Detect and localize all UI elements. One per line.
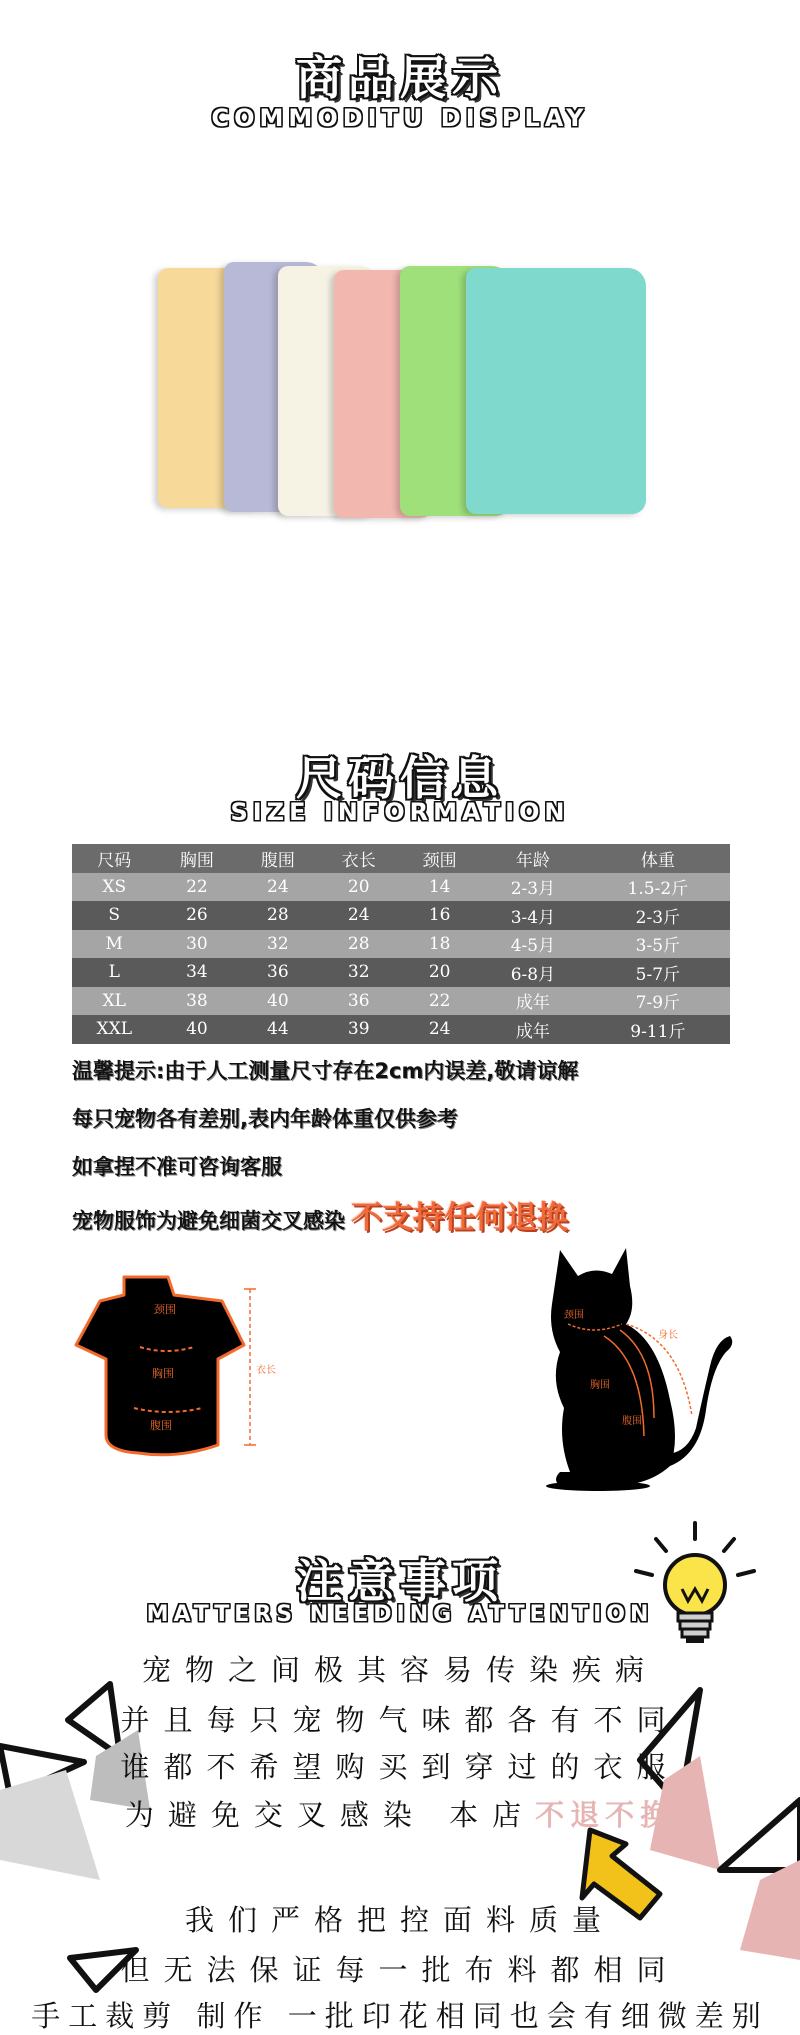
col-header: 衣长: [341, 850, 376, 871]
attention-line-6: 但无法保证每一批布料都相同: [120, 1953, 680, 1987]
table-cell: 14: [428, 876, 451, 897]
table-cell: 36: [347, 990, 370, 1011]
table-cell: 5-7斤: [635, 964, 681, 985]
table-row: [72, 987, 730, 1016]
table-cell: 40: [267, 990, 289, 1011]
table-cell: XXL: [96, 1019, 132, 1040]
table-cell: 7-9斤: [635, 993, 681, 1014]
attention-line-4-text: 为避免交叉感染 本店: [124, 1798, 536, 1832]
attention-line-5: 我们严格把控面料质量: [184, 1903, 615, 1937]
table-cell: 9-11斤: [630, 1021, 686, 1042]
attention-line-7: 手工裁剪 制作 一批印花相同也会有细微差别: [31, 1999, 769, 2033]
table-cell: 22: [186, 876, 208, 897]
shirt-neck-label: 颈围: [154, 1303, 176, 1316]
no-return-highlight: 不支持任何退换: [351, 1200, 568, 1236]
attention-title-cn: 注意事项: [296, 1554, 504, 1608]
table-cell: 3-5斤: [635, 936, 681, 957]
note-line-2: 每只宠物各有差别,表内年龄体重仅供参考: [72, 1107, 458, 1131]
size-table: [72, 844, 730, 1044]
display-title-cn: 商品展示: [296, 51, 504, 105]
shirt-belly-label: 腹围: [150, 1419, 172, 1432]
shirt-diagram: [60, 1265, 300, 1465]
table-cell: 4-5月: [510, 936, 556, 957]
table-cell: 30: [186, 933, 208, 954]
table-cell: 6-8月: [510, 964, 556, 985]
table-cell: 3-4月: [510, 907, 556, 928]
table-row: [72, 930, 730, 959]
cat-length-label: 身长: [658, 1330, 678, 1341]
size-title-cn: 尺码信息: [296, 751, 504, 805]
table-row: [72, 901, 730, 930]
lightbulb-icon: [620, 1515, 770, 1665]
table-cell: 24: [347, 905, 370, 926]
table-cell: 16: [428, 905, 451, 926]
table-cell: XL: [102, 990, 126, 1011]
col-header: 胸围: [179, 850, 214, 871]
attention-title-en: MATTERS NEEDING ATTENTION: [146, 1602, 654, 1627]
table-cell: XS: [102, 876, 127, 897]
attention-line-4: [0, 1793, 800, 1834]
table-cell: 20: [347, 876, 370, 897]
table-cell: 32: [347, 962, 370, 983]
table-cell: 成年: [515, 1021, 550, 1042]
table-cell: 40: [186, 1019, 208, 1040]
table-row: [72, 873, 730, 902]
table-cell: M: [105, 933, 123, 954]
table-cell: 18: [428, 933, 451, 954]
table-cell: 32: [267, 933, 289, 954]
table-cell: 成年: [515, 993, 550, 1014]
table-row: [72, 1015, 730, 1044]
table-cell: S: [108, 905, 121, 926]
table-cell: 24: [267, 876, 289, 897]
no-return-pink-highlight: 不退不换: [535, 1798, 676, 1832]
note-line-1: 温馨提示:由于人工测量尺寸存在2cm内误差,敬请谅解: [72, 1059, 579, 1083]
table-row: [72, 958, 730, 987]
attention-line-1: 宠物之间极其容易传染疾病: [141, 1653, 658, 1687]
table-cell: 2-3月: [510, 879, 556, 900]
table-cell: 1.5-2斤: [627, 879, 689, 900]
table-cell: 2-3斤: [635, 907, 681, 928]
table-cell: L: [108, 962, 120, 983]
cat-neck-label: 颈围: [564, 1310, 584, 1321]
cat-chest-label: 胸围: [590, 1380, 610, 1391]
col-header: 尺码: [97, 850, 132, 871]
table-cell: 26: [186, 905, 208, 926]
col-header: 年龄: [515, 850, 550, 871]
table-cell: 39: [347, 1019, 370, 1040]
table-cell: 28: [267, 905, 289, 926]
col-header: 体重: [640, 850, 675, 871]
cat-diagram: [530, 1240, 750, 1500]
shirt-length-label: 衣长: [256, 1365, 276, 1376]
shirt-chest-label: 胸围: [152, 1367, 174, 1380]
size-title-en: SIZE INFORMATION: [230, 798, 570, 826]
table-cell: 44: [267, 1019, 289, 1040]
attention-line-3: 谁都不希望购买到穿过的衣服: [120, 1750, 680, 1784]
table-cell: 20: [428, 962, 451, 983]
table-cell: 38: [186, 990, 208, 1011]
table-cell: 28: [347, 933, 370, 954]
table-cell: 22: [428, 990, 451, 1011]
note-line-3: 如拿捏不准可咨询客服: [72, 1155, 282, 1179]
table-cell: 36: [267, 962, 289, 983]
display-title-en: COMMODITU DISPLAY: [211, 104, 589, 132]
size-table-header: [72, 844, 730, 873]
col-header: 腹围: [260, 850, 295, 871]
table-cell: 34: [186, 962, 208, 983]
shirt-mint: [466, 268, 646, 514]
note-line-4: [72, 1192, 568, 1237]
col-header: 颈围: [422, 850, 457, 871]
note-line-4-text: 宠物服饰为避免细菌交叉感染: [72, 1209, 345, 1233]
table-cell: 24: [428, 1019, 451, 1040]
attention-line-2: 并且每只宠物气味都各有不同: [120, 1703, 680, 1737]
cat-belly-label: 腹围: [622, 1416, 642, 1427]
